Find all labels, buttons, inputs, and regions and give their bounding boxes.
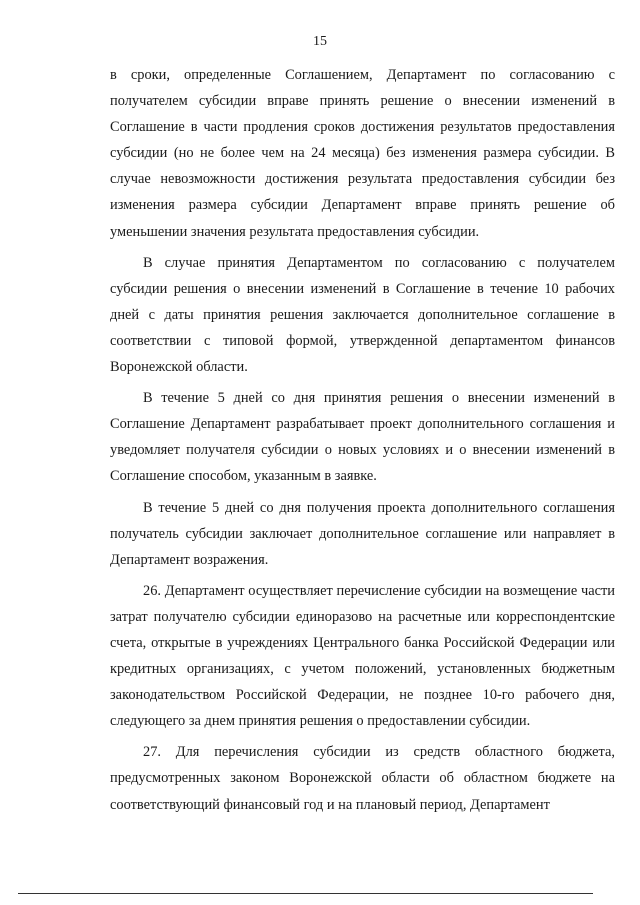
bottom-divider [18, 893, 593, 894]
paragraph-item-27: 27. Для перечисления субсидии из средств областного бюджета, предусмотренных законом Воронежской области об областном бюджете на соответствующий финансовый год и на плановый период, Департамент [110, 744, 615, 813]
paragraph-item-26: 26. Департамент осуществляет перечисление субсидии на возмещение части затрат получателю субсидии единоразово на расчетные или корреспондентские счета, открытые в учреждениях Центрального банка Российской Федерации или кредитных организациях, с учетом положений, установленных бюджетным законодательством Российской Федерации, не позднее 10-го рабочего дня, следующего за днем принятия решения о предоставлении субсидии. [110, 582, 615, 730]
paragraph-draft-preparation: В течение 5 дней со дня принятия решения о внесении изменений в Соглашение Департамент разрабатывает проект дополнительного соглашения и уведомляет получателя субсидии о новых условиях и о внесении изменений в Соглашение способом, указанным в заявке. [110, 390, 615, 485]
paragraph-draft-signing: В течение 5 дней со дня получения проекта дополнительного соглашения получатель субсидии заключает дополнительное соглашение или направляет в Департамент возражения. [110, 499, 615, 568]
page-number: 15 [313, 34, 327, 49]
paragraph-agreement-amendment: В случае принятия Департаментом по согласованию с получателем субсидии решения о внесении изменений в Соглашение в течение 10 рабочих дней с даты принятия решения заключается дополнительное соглашение в соответствии с типовой формой, утвержденной департаментом финансов Воронежской области. [110, 254, 615, 376]
paragraph-continuation: в сроки, определенные Соглашением, Департамент по согласованию с получателем субсидии вправе принять решение о внесении изменений в Соглашение в части продления сроков достижения результатов предоставления субсидии (но не более чем на 24 месяца) без изменения размера субсидии. В случае невозможности достижения результата предоставления субсидии без изменения размера субсидии Департамент вправе принять решение об уменьшении значения результата предоставления субсидии. [110, 67, 615, 240]
document-body [110, 62, 615, 818]
